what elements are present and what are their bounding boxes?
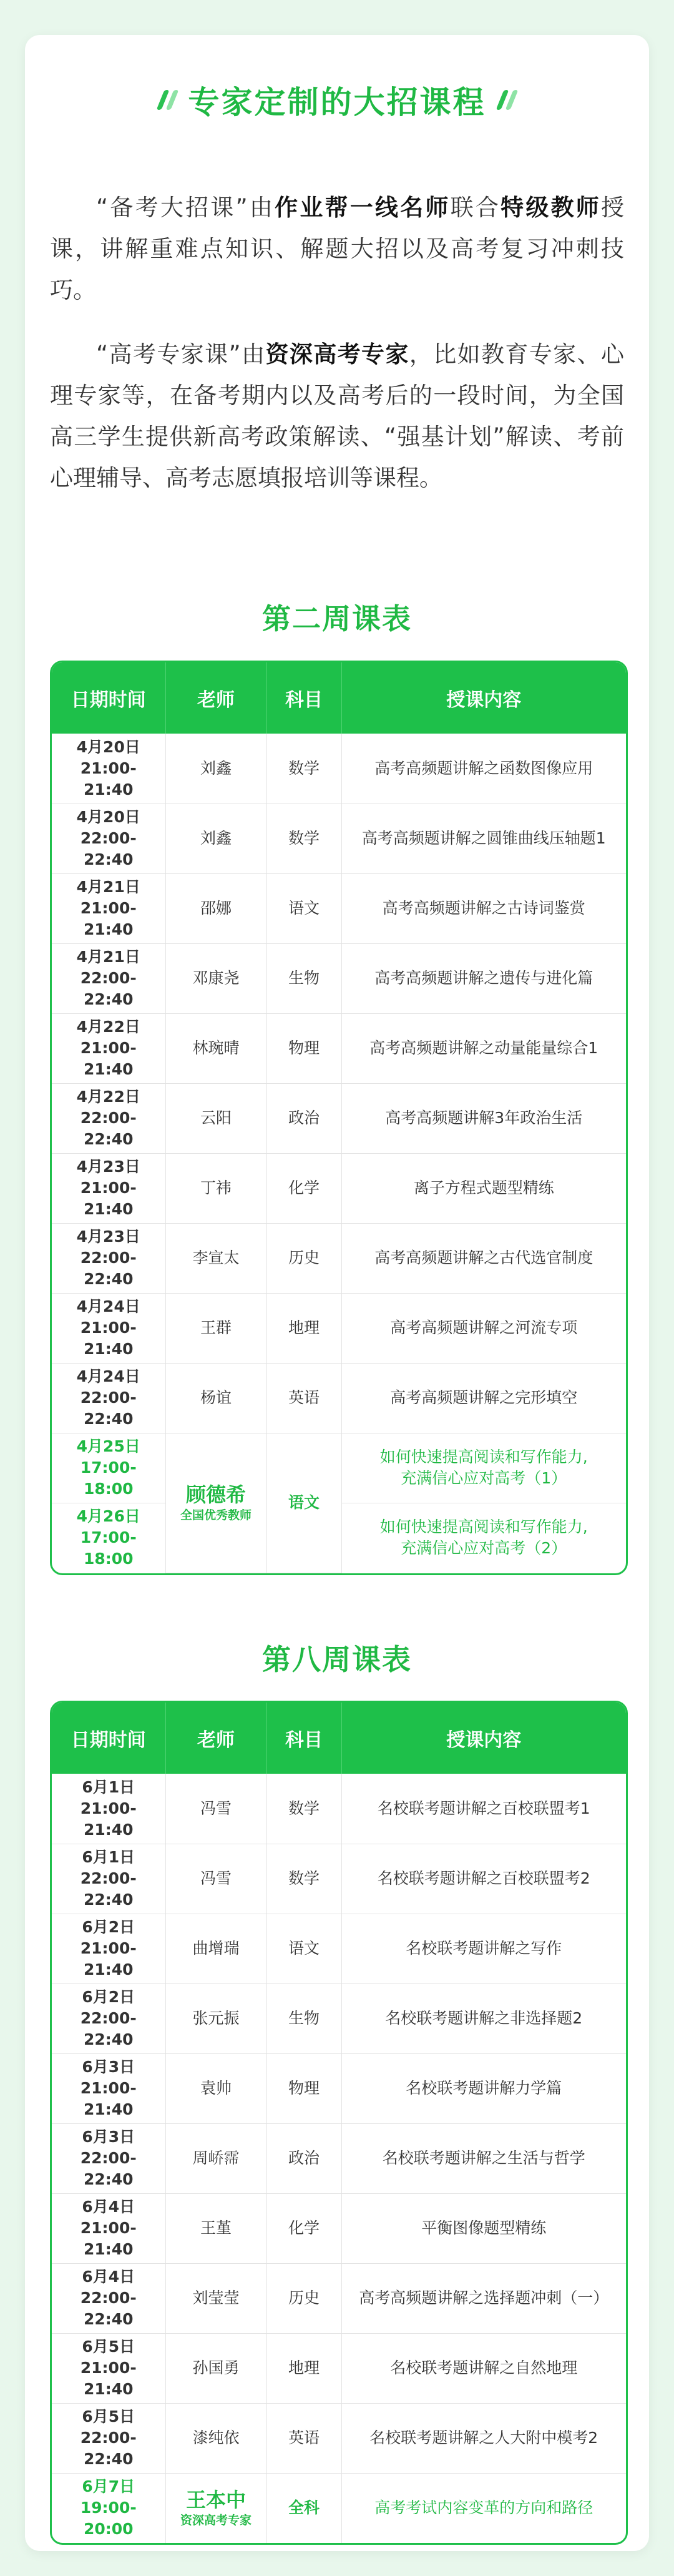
date-time-cell (52, 2123, 165, 2193)
col-header-time: 日期时间 (52, 1703, 165, 1774)
date-time-line-2: 21:00-21:40 (80, 1179, 137, 1218)
date-time-cell (52, 734, 165, 804)
date-time-line-1: 6月7日 (82, 2477, 135, 2496)
col-header-subject: 科目 (266, 1703, 341, 1774)
date-time-line-1: 4月22日 (76, 1018, 140, 1036)
intro-1-rest: 授课，讲解重难点知识、解题大招以及高考复习冲刺技巧。 (50, 194, 625, 303)
subject-cell: 地理 (266, 1293, 341, 1363)
content-cell: 高考高频题讲解之圆锥曲线压轴题1 (341, 804, 626, 873)
content-cell: 高考高频题讲解之古代选官制度 (341, 1223, 626, 1293)
intro-paragraph-1 (50, 187, 624, 311)
content-cell: 名校联考题讲解力学篇 (341, 2053, 626, 2123)
table-row (52, 2333, 626, 2403)
table-row (52, 1293, 626, 1363)
date-time-line-2: 22:00-22:40 (80, 1389, 137, 1428)
teacher-cell: 袁帅 (165, 2053, 266, 2123)
date-time-line-1: 4月24日 (76, 1297, 140, 1315)
teacher-cell: 漆纯依 (165, 2403, 266, 2473)
date-time-line-2: 21:00-21:40 (80, 1799, 137, 1839)
content-cell: 高考高频题讲解之古诗词鉴赏 (341, 873, 626, 943)
date-time-line-2: 21:00-21:40 (80, 1939, 137, 1979)
date-time-cell (52, 1013, 165, 1083)
date-time-line-1: 6月4日 (82, 2268, 135, 2286)
date-time-line-1: 6月2日 (82, 1918, 135, 1936)
subject-cell: 数学 (266, 804, 341, 873)
date-time-line-2: 21:00-21:40 (80, 1039, 137, 1078)
date-time-line-2: 21:00-21:40 (80, 2219, 137, 2258)
subject-cell: 生物 (266, 1984, 341, 2053)
subject-cell: 数学 (266, 1844, 341, 1914)
date-time-cell (52, 2333, 165, 2403)
subject-cell: 历史 (266, 1223, 341, 1293)
table-row-featured (52, 1433, 626, 1503)
teacher-cell: 邓康尧 (165, 943, 266, 1013)
content-cell: 高考高频题讲解3年政治生活 (341, 1083, 626, 1153)
date-time-line-2: 19:00-20:00 (80, 2499, 137, 2539)
content-cell: 名校联考题讲解之自然地理 (341, 2333, 626, 2403)
col-header-time: 日期时间 (52, 662, 165, 734)
subject-cell: 地理 (266, 2333, 341, 2403)
date-time-line-1: 6月1日 (82, 1777, 135, 1796)
content-cell (341, 1433, 626, 1503)
table-row (52, 1013, 626, 1083)
subject-cell: 历史 (266, 2263, 341, 2333)
content-cell: 名校联考题讲解之非选择题2 (341, 1984, 626, 2053)
table-row (52, 1223, 626, 1293)
intro-1-quote: “备考大招课”由 (96, 194, 275, 221)
date-time-line-1: 4月21日 (76, 948, 140, 966)
col-header-content: 授课内容 (341, 662, 626, 734)
teacher-cell: 丁祎 (165, 1153, 266, 1223)
date-time-line-2: 22:00-22:40 (80, 2429, 137, 2468)
date-time-line-1: 6月3日 (82, 2058, 135, 2076)
subject-cell: 化学 (266, 1153, 341, 1223)
content-cell: 高考高频题讲解之完形填空 (341, 1363, 626, 1433)
teacher-cell: 冯雪 (165, 1774, 266, 1844)
content-cell: 高考高频题讲解之河流专项 (341, 1293, 626, 1363)
intro-1-bold-2: 特级教师 (501, 194, 602, 221)
table-row (52, 2053, 626, 2123)
section-header (0, 75, 674, 125)
featured-teacher-title: 全国优秀教师 (180, 1508, 252, 1522)
date-time-line-2: 22:00-22:40 (80, 2009, 137, 2048)
date-time-cell (52, 2193, 165, 2263)
content-cell: 名校联考题讲解之百校联盟考1 (341, 1774, 626, 1844)
content-cell: 名校联考题讲解之生活与哲学 (341, 2123, 626, 2193)
table-row (52, 1984, 626, 2053)
date-time-cell (52, 2053, 165, 2123)
intro-1-bold-1: 作业帮一线名师 (275, 194, 451, 221)
date-time-cell (52, 1083, 165, 1153)
table-row (52, 1363, 626, 1433)
teacher-cell: 王群 (165, 1293, 266, 1363)
date-time-line-2: 22:00-22:40 (80, 969, 137, 1008)
date-time-line-1: 4月23日 (76, 1158, 140, 1176)
content-cell: 高考高频题讲解之选择题冲刺（一） (341, 2263, 626, 2333)
subject-cell: 政治 (266, 1083, 341, 1153)
subject-cell: 物理 (266, 2053, 341, 2123)
date-time-line-1: 4月20日 (76, 808, 140, 826)
page-title: 专家定制的大招课程 (188, 84, 486, 120)
teacher-cell: 刘莹莹 (165, 2263, 266, 2333)
table-row (52, 2263, 626, 2333)
content-line-1: 如何快速提高阅读和写作能力, (379, 1518, 588, 1536)
intro-paragraph-2 (50, 334, 624, 499)
date-time-line-1: 4月25日 (76, 1437, 140, 1455)
content-cell: 高考高频题讲解之动量能量综合1 (341, 1013, 626, 1083)
date-time-line-2: 21:00-21:40 (80, 2359, 137, 2398)
table-row (52, 1774, 626, 1844)
date-time-line-1: 4月20日 (76, 737, 140, 756)
content-line-2: 充满信心应对高考（2） (401, 1539, 567, 1558)
teacher-cell: 刘鑫 (165, 804, 266, 873)
date-time-line-2: 17:00-18:00 (80, 1458, 137, 1498)
teacher-cell: 孙国勇 (165, 2333, 266, 2403)
featured-teacher-name: 顾德希 (185, 1483, 246, 1507)
date-time-cell (52, 2403, 165, 2473)
subject-cell: 英语 (266, 2403, 341, 2473)
table-row-featured (52, 2473, 626, 2543)
content-cell: 高考考试内容变革的方向和路径 (374, 2499, 593, 2517)
subject-cell: 全科 (266, 2473, 341, 2543)
subject-cell: 语文 (266, 1433, 341, 1573)
content-line-2: 充满信心应对高考（1） (401, 1469, 567, 1487)
content-cell: 名校联考题讲解之人大附中模考2 (341, 2403, 626, 2473)
teacher-cell: 曲增瑞 (165, 1914, 266, 1984)
table-row (52, 2123, 626, 2193)
subject-cell: 生物 (266, 943, 341, 1013)
week2-schedule-table (50, 661, 628, 1575)
date-time-cell (52, 1293, 165, 1363)
table-row (52, 1153, 626, 1223)
date-time-line-1: 4月23日 (76, 1227, 140, 1246)
date-time-cell (52, 873, 165, 943)
right-slash-decoration-icon (500, 90, 514, 110)
intro-2-rest: ，比如教育专家、心理专家等，在备考期内以及高考后的一段时间，为全国高三学生提供新高考政策解读、“强基计划”解读、考前心理辅导、高考志愿填报培训等课程。 (50, 341, 625, 491)
date-time-line-1: 6月3日 (82, 2128, 135, 2146)
teacher-cell: 冯雪 (165, 1844, 266, 1914)
date-time-cell (52, 1503, 165, 1573)
teacher-cell: 王堇 (165, 2193, 266, 2263)
subject-cell: 语文 (266, 873, 341, 943)
date-time-cell (52, 1844, 165, 1914)
teacher-cell: 邵娜 (165, 873, 266, 943)
subject-cell: 数学 (266, 1774, 341, 1844)
subject-cell: 政治 (266, 2123, 341, 2193)
date-time-line-2: 21:00-21:40 (80, 2079, 137, 2118)
week8-title: 第八周课表 (262, 1643, 412, 1676)
table-row (52, 1844, 626, 1914)
featured-teacher-cell (165, 2473, 266, 2543)
date-time-line-1: 6月5日 (82, 2338, 135, 2356)
date-time-line-1: 4月21日 (76, 878, 140, 896)
content-line-1: 如何快速提高阅读和写作能力, (379, 1448, 588, 1466)
week8-schedule-table (50, 1701, 628, 2545)
date-time-cell (52, 1984, 165, 2053)
featured-teacher-name: 王本中 (185, 2488, 246, 2512)
teacher-cell: 周峤霈 (165, 2123, 266, 2193)
date-time-cell (52, 2473, 165, 2543)
date-time-line-2: 17:00-18:00 (80, 1528, 137, 1568)
date-time-cell (52, 1774, 165, 1844)
table-row (52, 873, 626, 943)
subject-cell: 物理 (266, 1013, 341, 1083)
date-time-line-1: 4月24日 (76, 1367, 140, 1385)
table-row (52, 2193, 626, 2263)
teacher-cell: 李宣太 (165, 1223, 266, 1293)
date-time-line-2: 22:00-22:40 (80, 2149, 137, 2188)
featured-teacher-title: 资深高考专家 (180, 2514, 252, 2528)
subject-cell: 英语 (266, 1363, 341, 1433)
subject-cell: 数学 (266, 734, 341, 804)
date-time-line-2: 21:00-21:40 (80, 1319, 137, 1358)
content-cell: 高考高频题讲解之函数图像应用 (341, 734, 626, 804)
content-cell: 离子方程式题型精练 (341, 1153, 626, 1223)
col-header-content: 授课内容 (341, 1703, 626, 1774)
col-header-teacher: 老师 (165, 1703, 266, 1774)
date-time-line-2: 22:00-22:40 (80, 1109, 137, 1148)
table-row (52, 1083, 626, 1153)
content-cell: 高考高频题讲解之遗传与进化篇 (341, 943, 626, 1013)
intro-2-bold-1: 资深高考专家 (265, 341, 409, 368)
left-slash-decoration-icon (160, 90, 175, 110)
content-cell: 名校联考题讲解之百校联盟考2 (341, 1844, 626, 1914)
date-time-line-2: 21:00-21:40 (80, 759, 137, 799)
date-time-line-1: 6月4日 (82, 2198, 135, 2216)
col-header-teacher: 老师 (165, 662, 266, 734)
date-time-line-2: 22:00-22:40 (80, 1249, 137, 1288)
teacher-cell: 林琬晴 (165, 1013, 266, 1083)
content-cell: 名校联考题讲解之写作 (341, 1914, 626, 1984)
featured-teacher-cell (165, 1433, 266, 1573)
date-time-line-1: 4月26日 (76, 1507, 140, 1526)
date-time-line-1: 6月2日 (82, 1988, 135, 2006)
date-time-cell (52, 943, 165, 1013)
table-row (52, 1914, 626, 1984)
teacher-cell: 刘鑫 (165, 734, 266, 804)
table-row (52, 2403, 626, 2473)
subject-cell: 语文 (266, 1914, 341, 1984)
date-time-line-2: 22:00-22:40 (80, 2289, 137, 2328)
table-row (52, 943, 626, 1013)
table-row (52, 804, 626, 873)
date-time-line-2: 21:00-21:40 (80, 899, 137, 938)
table-row (52, 734, 626, 804)
date-time-cell (52, 1223, 165, 1293)
content-cell: 平衡图像题型精练 (341, 2193, 626, 2263)
week2-title: 第二周课表 (262, 602, 412, 636)
teacher-cell: 杨谊 (165, 1363, 266, 1433)
date-time-cell (52, 1433, 165, 1503)
date-time-line-2: 22:00-22:40 (80, 1869, 137, 1909)
col-header-subject: 科目 (266, 662, 341, 734)
date-time-line-2: 22:00-22:40 (80, 829, 137, 868)
date-time-line-1: 6月5日 (82, 2407, 135, 2426)
subject-cell: 化学 (266, 2193, 341, 2263)
intro-1-mid: 联合 (450, 194, 501, 221)
teacher-cell: 云阳 (165, 1083, 266, 1153)
date-time-cell (52, 1914, 165, 1984)
date-time-line-1: 4月22日 (76, 1088, 140, 1106)
teacher-cell: 张元振 (165, 1984, 266, 2053)
date-time-cell (52, 2263, 165, 2333)
date-time-cell (52, 804, 165, 873)
content-cell (341, 1503, 626, 1573)
intro-2-quote: “高考专家课”由 (96, 341, 266, 368)
date-time-cell (52, 1363, 165, 1433)
date-time-cell (52, 1153, 165, 1223)
date-time-line-1: 6月1日 (82, 1848, 135, 1866)
